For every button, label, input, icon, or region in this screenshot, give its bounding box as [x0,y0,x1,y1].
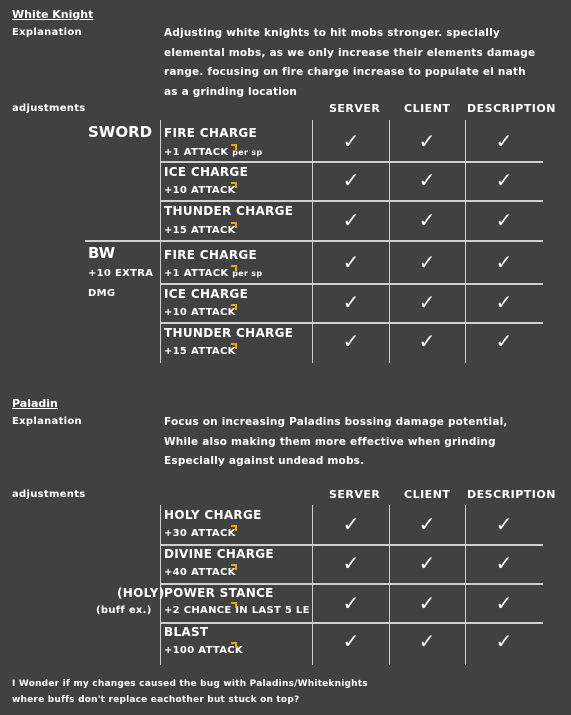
skill-name: ICE CHARGE [164,287,249,301]
comment-marker-icon [231,144,237,150]
grid-line [160,200,543,202]
skill-name: FIRE CHARGE [164,248,258,262]
white-knight-explanation-label: Explanation [12,27,82,38]
paladin-title: Paladin [12,397,58,410]
skill-detail: +2 CHANCE IN LAST 5 LE [164,605,310,616]
skill-detail: +15 ATTACK [164,225,236,236]
check-icon: ✓ [418,591,436,615]
check-icon: ✓ [495,290,513,314]
white-knight-adjustments-label: adjustments [12,103,86,114]
check-icon: ✓ [342,591,360,615]
check-icon: ✓ [342,512,360,536]
group-note: +10 EXTRA [88,268,154,279]
check-icon: ✓ [418,129,436,153]
white-knight-title: White Knight [12,8,94,21]
comment-marker-icon [231,525,237,531]
check-icon: ✓ [342,329,360,353]
column-header-client: CLIENT [404,102,451,115]
explanation-line: Adjusting white knights to hit mobs stronger. specially [164,27,500,39]
grid-line [160,622,543,624]
check-icon: ✓ [418,629,436,653]
explanation-line: range. focusing on fire charge increase to populate el nath [164,66,526,78]
check-icon: ✓ [495,250,513,274]
check-icon: ✓ [495,329,513,353]
skill-name: BLAST [164,625,209,639]
skill-name: FIRE CHARGE [164,126,258,140]
column-header-client: CLIENT [404,488,451,501]
paladin-explanation [164,413,564,472]
check-icon: ✓ [495,208,513,232]
check-icon: ✓ [418,290,436,314]
check-icon: ✓ [342,168,360,192]
grid-line [312,505,313,665]
explanation-line: While also making them more effective when grinding [164,435,496,448]
comment-marker-icon [231,564,237,570]
grid-line [160,322,543,324]
check-icon: ✓ [342,629,360,653]
skill-detail: +100 ATTACK [164,645,243,656]
grid-line [465,505,466,665]
group-label-sword: SWORD [88,123,153,141]
skill-detail: +40 ATTACK [164,567,236,578]
group-note: DMG [88,288,116,299]
grid-line [389,505,390,665]
paladin-explanation-label: Explanation [12,416,82,427]
paladin-adjustments-label: adjustments [12,489,86,500]
footer-note: I Wonder if my changes caused the bug with Paladins/Whiteknights [12,679,368,689]
comment-marker-icon [231,602,237,608]
skill-name: THUNDER CHARGE [164,326,294,340]
explanation-line: Focus on increasing Paladins bossing damage potential, [164,416,508,428]
column-header-description: DESCRIPTION [467,102,556,115]
explanation-line: Especially against undead mobs. [164,455,365,467]
side-label-buff: (buff ex.) [96,605,152,616]
skill-name: HOLY CHARGE [164,508,262,522]
check-icon: ✓ [418,512,436,536]
skill-detail: +1 ATTACK per sp [164,268,263,279]
check-icon: ✓ [342,290,360,314]
check-icon: ✓ [342,551,360,575]
column-header-server: SERVER [329,488,381,501]
grid-line [85,240,543,242]
comment-marker-icon [231,265,237,271]
grid-line [160,583,543,585]
check-icon: ✓ [495,551,513,575]
column-header-server: SERVER [329,102,381,115]
explanation-line: elemental mobs, as we only increase their elements damage [164,46,536,59]
grid-line [160,544,543,546]
check-icon: ✓ [418,250,436,274]
skill-name: ICE CHARGE [164,165,249,179]
skill-name: DIVINE CHARGE [164,547,274,561]
skill-detail: +15 ATTACK [164,346,236,357]
check-icon: ✓ [418,329,436,353]
footer-note: where buffs don't replace eachother but stuck on top? [12,695,300,705]
side-label-holy: (HOLY) [117,586,165,600]
check-icon: ✓ [495,168,513,192]
check-icon: ✓ [342,129,360,153]
check-icon: ✓ [418,208,436,232]
grid-line [160,283,543,285]
grid-line [160,505,161,665]
comment-marker-icon [231,343,237,349]
check-icon: ✓ [495,629,513,653]
group-label-bw: BW [88,244,116,262]
comment-marker-icon [231,642,237,648]
skill-detail: +1 ATTACK per sp [164,147,263,158]
explanation-line: as a grinding location [164,85,298,98]
check-icon: ✓ [418,168,436,192]
comment-marker-icon [231,182,237,188]
skill-name: POWER STANCE [164,586,274,600]
check-icon: ✓ [495,129,513,153]
skill-detail: +10 ATTACK [164,185,236,196]
column-header-description: DESCRIPTION [467,488,556,501]
white-knight-explanation [164,24,564,102]
comment-marker-icon [231,304,237,310]
skill-detail: +30 ATTACK [164,528,236,539]
skill-name: THUNDER CHARGE [164,204,294,218]
check-icon: ✓ [342,250,360,274]
check-icon: ✓ [418,551,436,575]
check-icon: ✓ [495,591,513,615]
check-icon: ✓ [495,512,513,536]
comment-marker-icon [231,222,237,228]
check-icon: ✓ [342,208,360,232]
skill-detail: +10 ATTACK [164,307,236,318]
grid-line [160,161,543,163]
